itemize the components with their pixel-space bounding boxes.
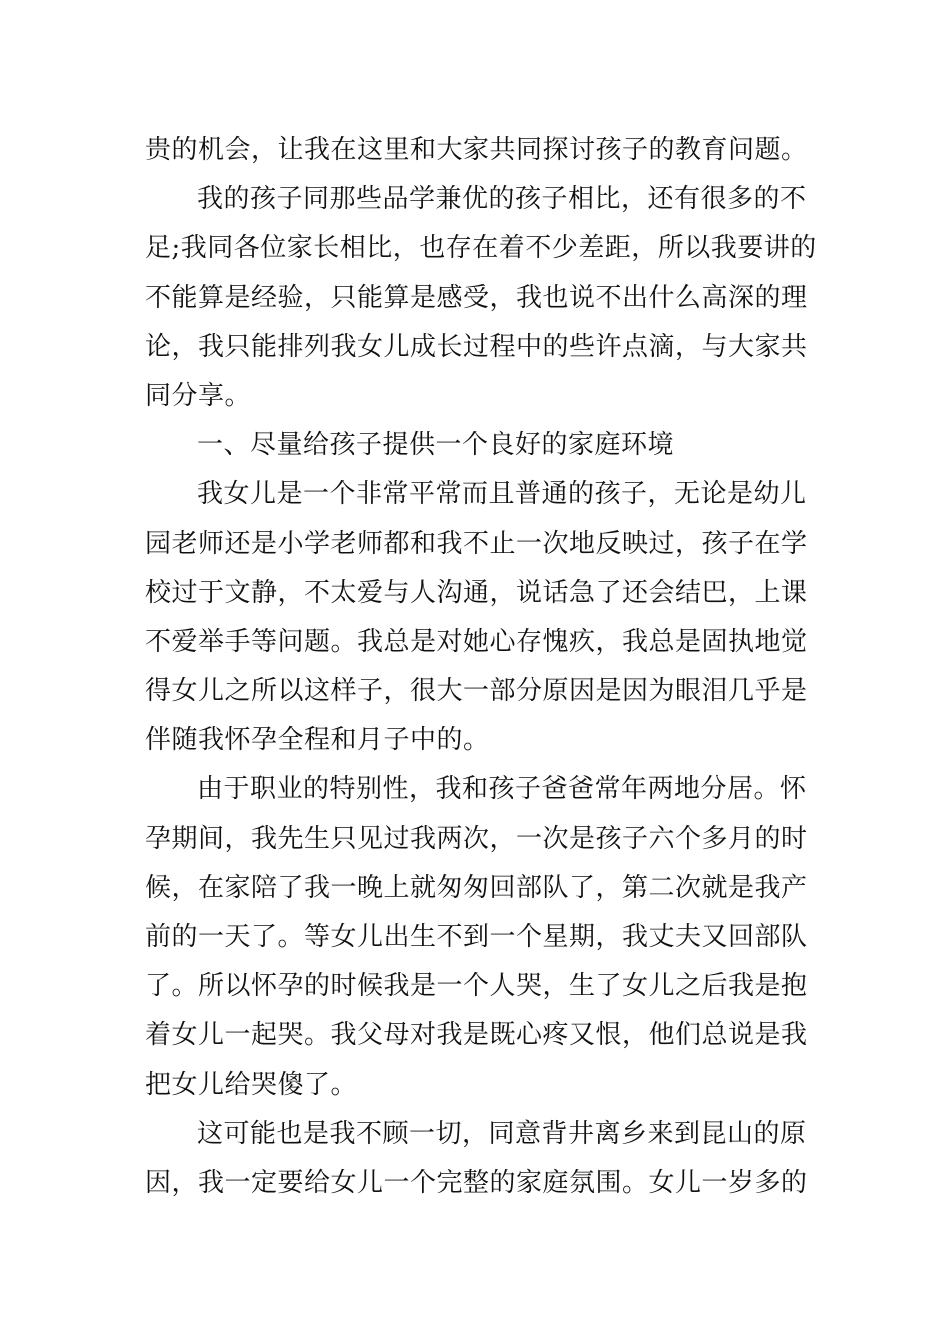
text-line: 候，在家陪了我一晚上就匆匆回部队了，第二次就是我产	[145, 872, 808, 903]
text-line: 伴随我怀孕全程和月子中的。	[145, 725, 490, 756]
text-line: 得女儿之所以这样子，很大一部分原因是因为眼泪几乎是	[145, 676, 808, 707]
paragraph-first-line: 我女儿是一个非常平常而且普通的孩子，无论是幼儿	[197, 479, 807, 510]
text-line: 校过于文静，不太爱与人沟通，说话急了还会结巴，上课	[145, 577, 808, 608]
paragraph-first-line: 我的孩子同那些品学兼优的孩子相比，还有很多的不	[197, 184, 807, 215]
text-line: 因，我一定要给女儿一个完整的家庭氛围。女儿一岁多的	[145, 1167, 808, 1198]
paragraph-first-line: 由于职业的特别性，我和孩子爸爸常年两地分居。怀	[197, 774, 807, 805]
text-line: 园老师还是小学老师都和我不止一次地反映过，孩子在学	[145, 528, 808, 559]
text-line: 前的一天了。等女儿出生不到一个星期，我丈夫又回部队	[145, 922, 808, 952]
text-line: 着女儿一起哭。我父母对我是既心疼又恨，他们总说是我	[145, 1020, 808, 1051]
paragraph-first-line: 一、尽量给孩子提供一个良好的家庭环境	[197, 430, 675, 461]
text-line: 同分享。	[145, 380, 252, 411]
text-line: 把女儿给哭傻了。	[145, 1069, 358, 1100]
text-line: 不能算是经验，只能算是感受，我也说不出什么高深的理	[145, 282, 808, 313]
text-line: 论，我只能排列我女儿成长过程中的些许点滴，与大家共	[145, 331, 808, 362]
text-line: 不爱举手等问题。我总是对她心存愧疚，我总是固执地觉	[145, 626, 808, 657]
paragraph-first-line: 这可能也是我不顾一切，同意背井离乡来到昆山的原	[197, 1118, 807, 1149]
text-line: 了。所以怀孕的时候我是一个人哭，生了女儿之后我是抱	[145, 971, 808, 1002]
body-text	[145, 126, 817, 1208]
text-line: 足;我同各位家长相比，也存在着不少差距，所以我要讲的	[145, 233, 817, 264]
text-line: 贵的机会，让我在这里和大家共同探讨孩子的教育问题。	[145, 135, 808, 165]
text-line: 孕期间，我先生只见过我两次，一次是孩子六个多月的时	[145, 823, 808, 854]
